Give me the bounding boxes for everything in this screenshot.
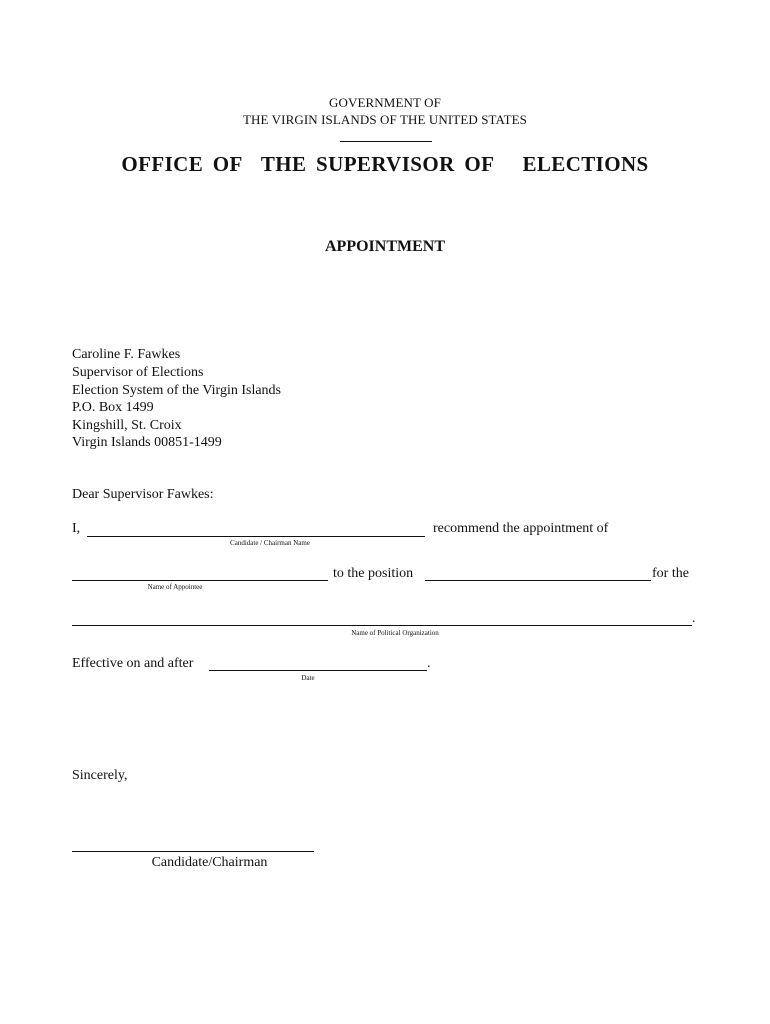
- signature-field[interactable]: [72, 851, 314, 852]
- line1-suffix: recommend the appointment of: [433, 521, 609, 536]
- recipient-name: Caroline F. Fawkes: [72, 347, 181, 362]
- appointee-name-field[interactable]: [72, 580, 328, 581]
- recipient-city: Kingshill, St. Croix: [72, 418, 182, 433]
- line2-mid: to the position: [333, 566, 414, 581]
- political-organization-field[interactable]: [72, 625, 692, 626]
- recipient-region: Virgin Islands 00851-1499: [72, 435, 222, 450]
- recipient-organization: Election System of the Virgin Islands: [72, 383, 282, 398]
- line2-suffix: for the: [652, 566, 689, 581]
- candidate-name-caption: Candidate / Chairman Name: [230, 539, 310, 547]
- government-heading: GOVERNMENT OF: [329, 95, 441, 110]
- salutation: Dear Supervisor Fawkes:: [72, 487, 214, 502]
- date-caption: Date: [301, 674, 315, 682]
- effective-date-field[interactable]: [209, 670, 427, 671]
- political-organization-caption: Name of Political Organization: [351, 629, 439, 637]
- signature-caption: Candidate/Chairman: [151, 855, 268, 870]
- closing: Sincerely,: [72, 768, 128, 783]
- appointee-name-caption: Name of Appointee: [147, 583, 203, 591]
- recipient-po-box: P.O. Box 1499: [72, 400, 154, 415]
- header-divider: [340, 141, 432, 142]
- line1-prefix: I,: [72, 521, 81, 536]
- office-title: OFFICE OF THE SUPERVISOR OF ELECTIONS: [121, 152, 649, 176]
- effective-end: .: [427, 656, 431, 671]
- position-field[interactable]: [425, 580, 651, 581]
- candidate-name-field[interactable]: [87, 536, 425, 537]
- recipient-position: Supervisor of Elections: [72, 365, 204, 380]
- line3-end: .: [692, 611, 696, 626]
- effective-label: Effective on and after: [72, 656, 194, 671]
- document-title: APPOINTMENT: [325, 238, 445, 255]
- territory-heading: THE VIRGIN ISLANDS OF THE UNITED STATES: [242, 112, 528, 127]
